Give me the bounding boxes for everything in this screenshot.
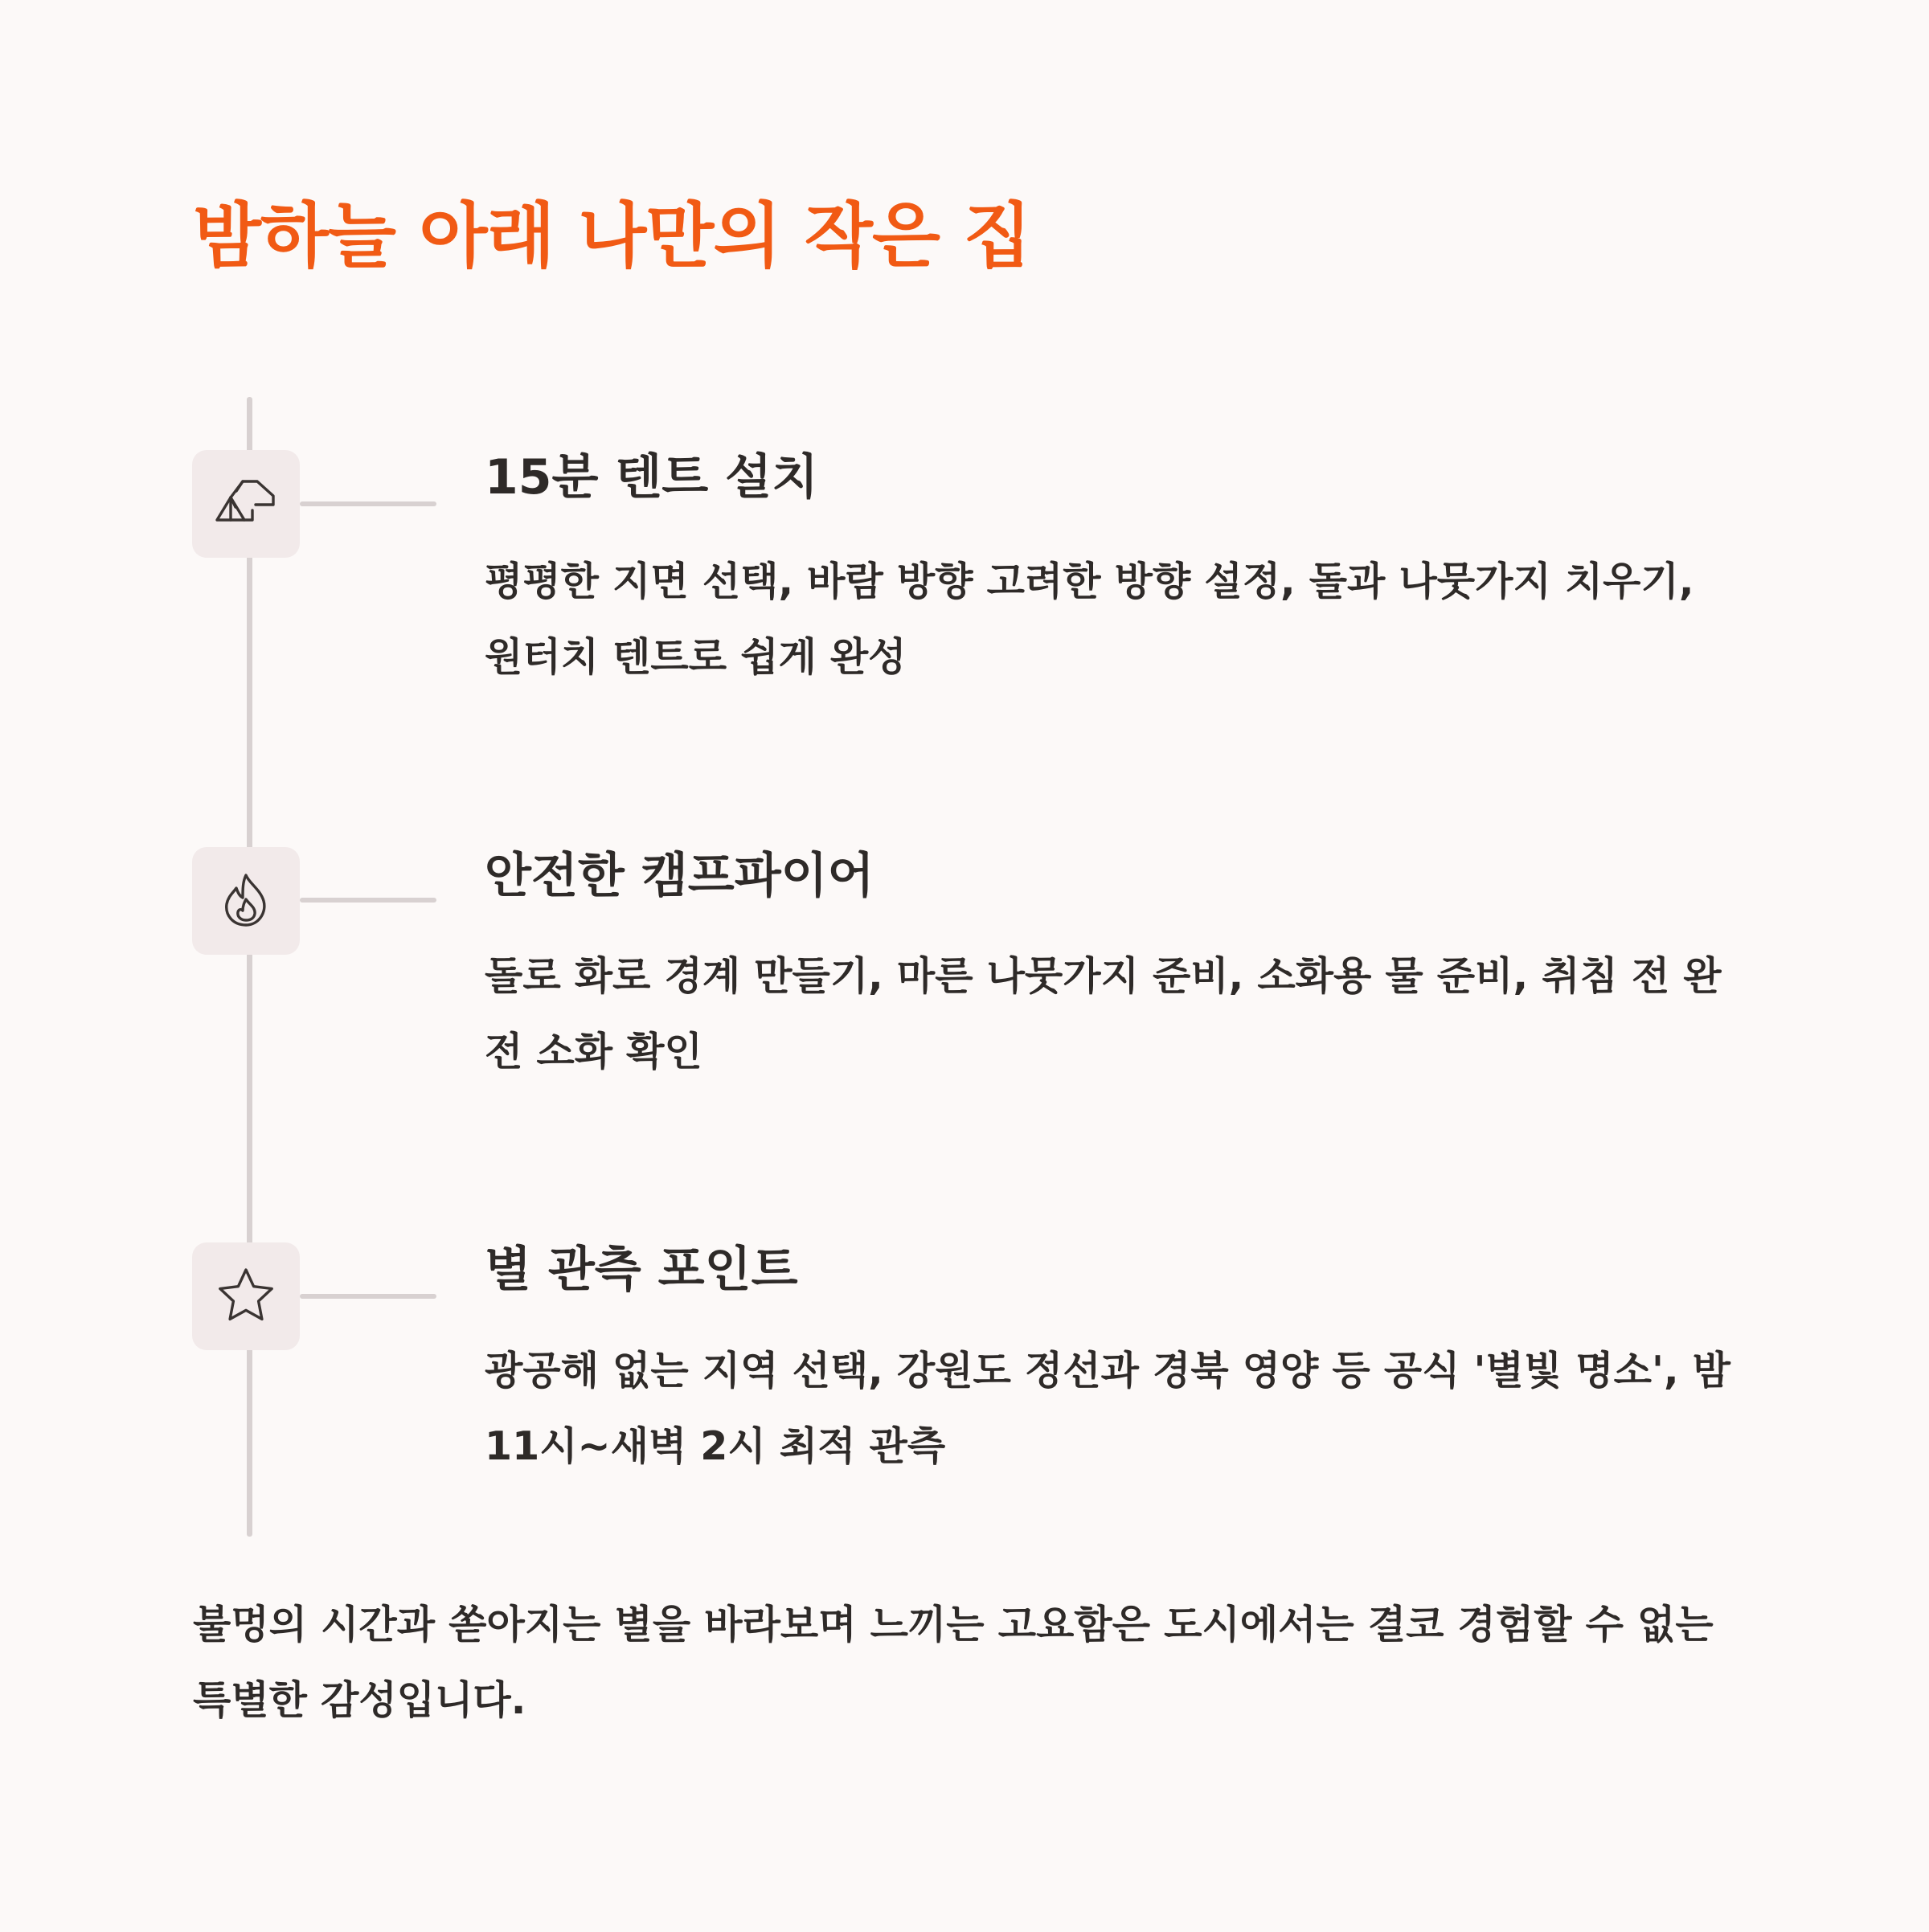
timeline-line <box>247 397 252 1537</box>
connector-line <box>300 501 436 506</box>
tent-icon-tile <box>192 450 300 558</box>
item-title: 별 관측 포인트 <box>485 1242 798 1298</box>
star-icon-tile <box>192 1242 300 1350</box>
connector-line <box>300 898 436 903</box>
item-description: 평평한 지면 선택, 바람 방향 고려한 방향 설정, 돌과 나뭇가지 치우기, 원터치 텐트로 쉽게 완성 <box>485 559 1694 680</box>
item-description: 돌로 화로 경계 만들기, 마른 나뭇가지 준비, 소화용 물 준비, 취침 전 완전 소화 확인 <box>485 953 1722 1074</box>
flame-icon <box>212 867 280 935</box>
tent-icon <box>212 470 280 538</box>
item-title: 안전한 캠프파이어 <box>485 848 874 904</box>
closing-text: 불멍의 시간과 쏟아지는 별을 바라보며 느끼는 고요함은 도시에서는 결코 경험할 수 없는 특별한 감성입니다. <box>193 1602 1714 1723</box>
item-title: 15분 텐트 설치 <box>485 449 819 506</box>
star-icon <box>212 1263 280 1330</box>
connector-line <box>300 1294 436 1299</box>
item-description: 광공해 없는 지역 선택, 강원도 정선과 경북 영양 등 공식 '별빛 명소', 밤 11시~새벽 2시 최적 관측 <box>485 1348 1730 1469</box>
flame-icon-tile <box>192 847 300 955</box>
page-title: 밤하늘 아래 나만의 작은 집 <box>193 194 1031 277</box>
